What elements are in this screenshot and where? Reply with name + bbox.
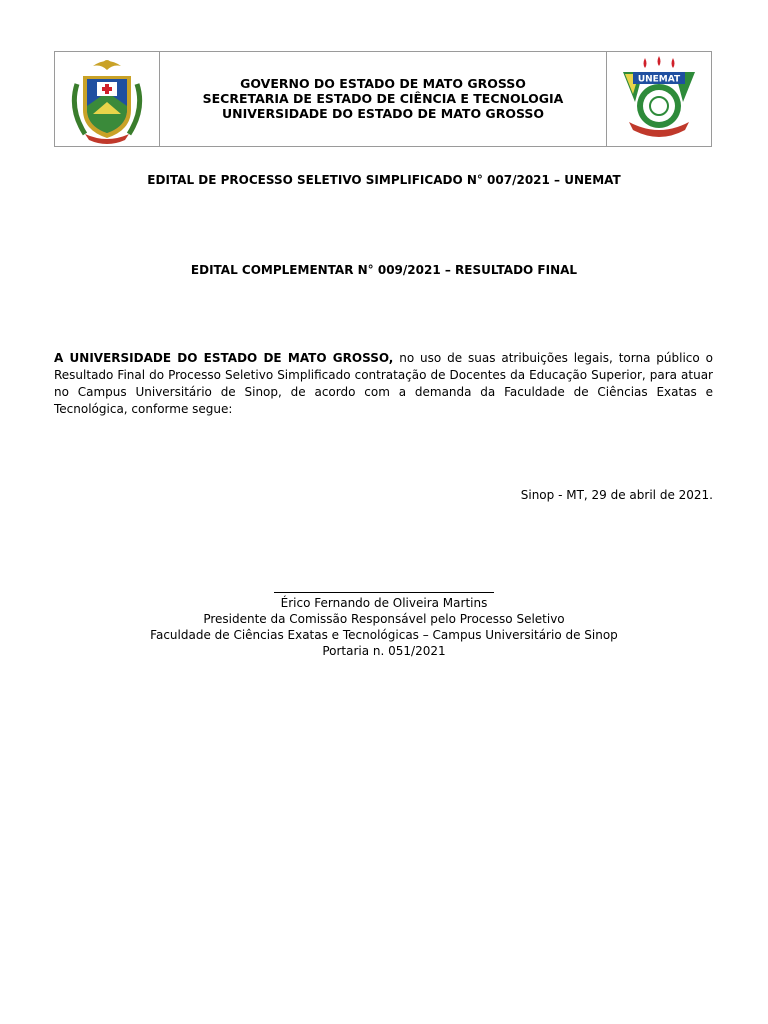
signature-line	[274, 592, 494, 593]
body-lead: A UNIVERSIDADE DO ESTADO DE MATO GROSSO,	[54, 351, 394, 365]
body-paragraph	[54, 350, 713, 418]
header-line-secretariat: SECRETARIA DE ESTADO DE CIÊNCIA E TECNOLOGIA	[202, 91, 564, 106]
signatory-name: Érico Fernando de Oliveira Martins	[280, 596, 488, 610]
edital-title: EDITAL DE PROCESSO SELETIVO SIMPLIFICADO N° 007/2021 – UNEMAT	[147, 173, 621, 187]
signature-block	[0, 595, 768, 659]
header-line-university: UNIVERSIDADE DO ESTADO DE MATO GROSSO	[221, 106, 545, 121]
right-logo-cell	[606, 52, 711, 146]
body-text: no uso de suas atribuições legais, torna público o Resultado Final do Processo Seletivo Simplificado contratação de Docentes da Educação Superior, para atuar no Campus Universitário de Sinop, de acordo com a demanda da Faculdade de Ciências Exatas e Tecnológica, conforme segue:	[54, 351, 713, 416]
left-logo-cell	[55, 52, 160, 146]
signatory-role: Presidente da Comissão Responsável pelo Processo Seletivo	[203, 612, 565, 626]
signatory-portaria: Portaria n. 051/2021	[322, 644, 446, 658]
header-box	[54, 51, 712, 147]
unemat-seal-text: UNEMAT	[637, 74, 681, 85]
signatory-faculty: Faculdade de Ciências Exatas e Tecnológicas – Campus Universitário de Sinop	[150, 628, 618, 642]
mato-grosso-coat-of-arms-icon	[63, 54, 151, 144]
header-titles	[159, 76, 607, 121]
unemat-seal-icon	[615, 54, 703, 144]
header-line-government: GOVERNO DO ESTADO DE MATO GROSSO	[240, 76, 526, 91]
edital-complementar-title: EDITAL COMPLEMENTAR N° 009/2021 – RESULTADO FINAL	[190, 263, 578, 277]
date-line: Sinop - MT, 29 de abril de 2021.	[520, 488, 713, 502]
